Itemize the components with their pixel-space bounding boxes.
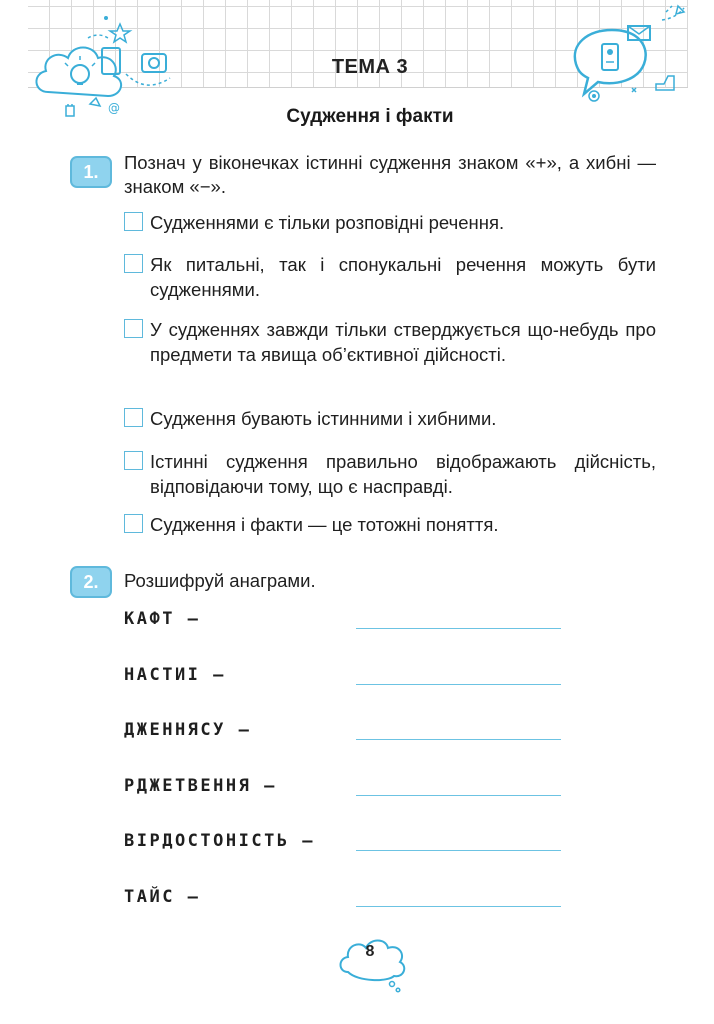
task-2-number-badge: 2. [70, 566, 112, 598]
answer-line[interactable] [356, 906, 561, 907]
statement-text: Як питальні, так і спонукальні речення можуть бути судженнями. [150, 254, 656, 300]
anagram-row [124, 887, 564, 917]
statement-text: Істинні судження правильно відображають дійсність, відповідаючи тому, що є насправді. [150, 451, 656, 497]
answer-checkbox[interactable] [124, 451, 143, 470]
statement-item [124, 252, 656, 302]
anagram-word: РДЖЕТВЕННЯ — [124, 776, 277, 796]
statement-item [124, 512, 656, 537]
svg-text:@: @ [108, 101, 120, 115]
answer-checkbox[interactable] [124, 514, 143, 533]
anagram-word: КАФТ — [124, 609, 201, 629]
statement-text: У судженнях завжди тільки стверджується що-небудь про предмети та явища об’єктивної дійсності. [150, 319, 656, 365]
anagram-row [124, 665, 564, 695]
anagram-row [124, 720, 564, 750]
answer-checkbox[interactable] [124, 408, 143, 427]
page-title: Судження і факти [286, 106, 454, 127]
statement-item [124, 317, 656, 367]
right-doodle-speech-bubble-icon [566, 4, 696, 114]
answer-line[interactable] [356, 628, 561, 629]
task-1-instruction: Познач у віконечках істинні судження знаком «+», а хибні — знаком «−». [124, 152, 656, 197]
task-2-instruction: Розшифруй анаграми. [124, 570, 316, 591]
anagram-word: ДЖЕННЯСУ — [124, 720, 252, 740]
anagram-word: ВІРДОСТОНІСТЬ — [124, 831, 316, 851]
task-1-number-badge: 1. [70, 156, 112, 188]
anagram-row [124, 776, 564, 806]
answer-line[interactable] [356, 795, 561, 796]
answer-line[interactable] [356, 850, 561, 851]
anagram-word: ТАЙС — [124, 887, 201, 907]
page-number: 8 [365, 943, 375, 960]
page-number-cloud-icon [334, 930, 410, 994]
anagram-row [124, 831, 564, 861]
statement-item [124, 406, 656, 431]
statement-text: Судженнями є тільки розповідні речення. [150, 212, 505, 233]
statement-text: Судження бувають істинними і хибними. [150, 408, 497, 429]
topic-label: ТЕМА 3 [331, 56, 409, 78]
anagram-word: НАСТИІ — [124, 665, 226, 685]
statement-item [124, 210, 656, 235]
statement-item [124, 449, 656, 499]
answer-line[interactable] [356, 684, 561, 685]
answer-line[interactable] [356, 739, 561, 740]
statement-text: Судження і факти — це тотожні поняття. [150, 514, 499, 535]
anagram-row [124, 609, 564, 639]
answer-checkbox[interactable] [124, 212, 143, 231]
answer-checkbox[interactable] [124, 254, 143, 273]
answer-checkbox[interactable] [124, 319, 143, 338]
